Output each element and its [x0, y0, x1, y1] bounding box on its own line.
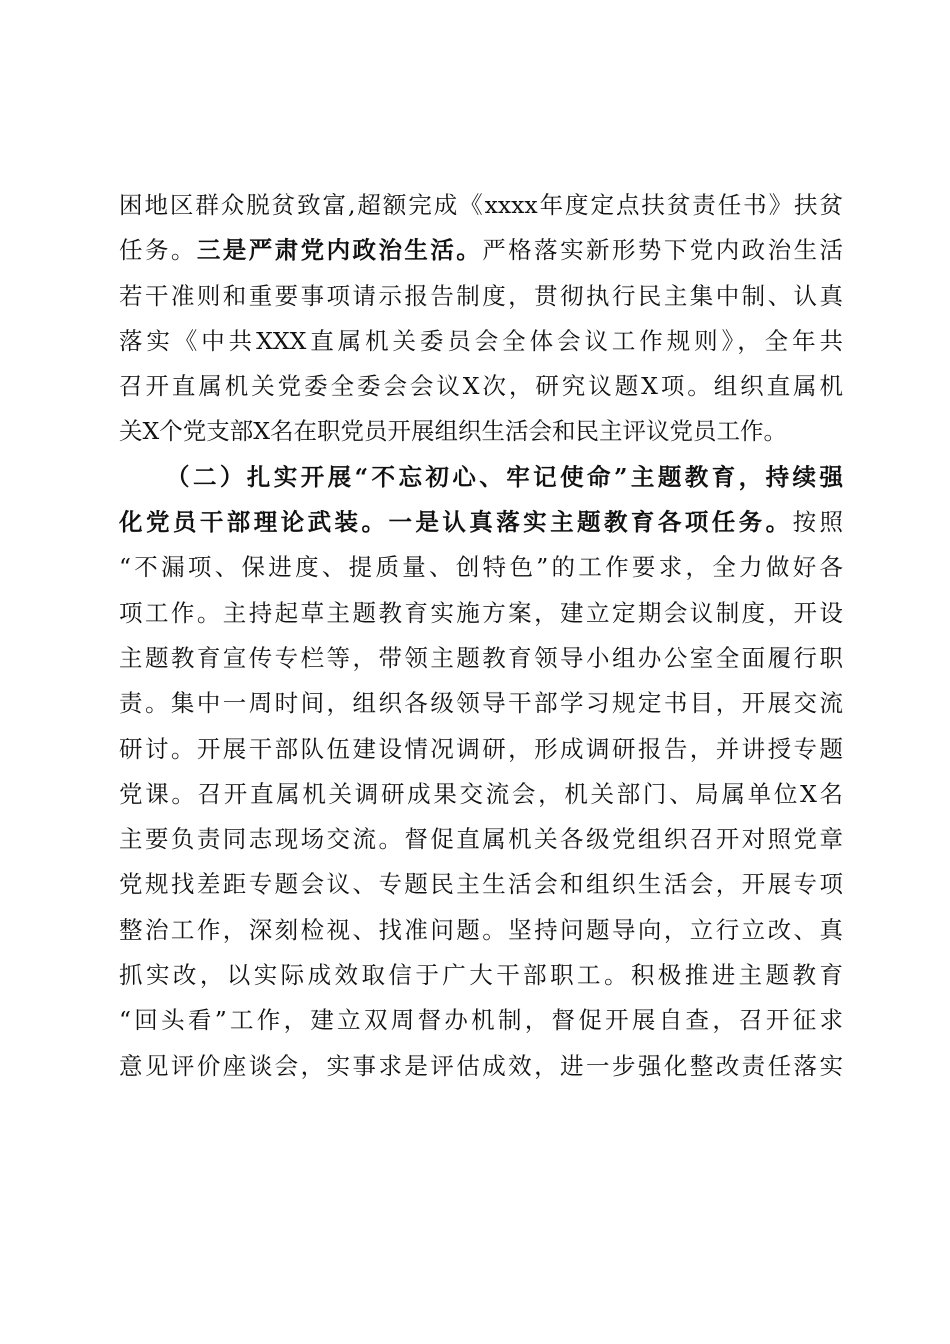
text-segment: 党课。召开直属机关调研成果交流会，机关部门、局属单位X名: [119, 779, 843, 808]
text-segment: 整治工作，深刻检视、找准问题。坚持问题导向，立行立改、真: [119, 915, 843, 944]
text-segment: 落实《中共XXX直属机关委员会全体会议工作规则》，全年共: [119, 326, 843, 355]
text-line: [119, 545, 843, 590]
text-segment: 关X个党支部X名在职党员开展组织生活会和民主评议党员工作。: [119, 417, 787, 446]
text-line: [119, 455, 843, 500]
text-line: [119, 772, 843, 817]
text-segment: “回头看”工作，建立双周督办机制，督促开展自查，召开征求: [119, 1006, 843, 1035]
text-segment: 主要负责同志现场交流。督促直属机关各级党组织召开对照党章: [119, 825, 843, 854]
text-line: [119, 681, 843, 726]
text-line: [119, 228, 843, 273]
text-line: [119, 953, 843, 998]
text-segment: 意见评价座谈会，实事求是评估成效，进一步强化整改责任落实: [119, 1051, 843, 1080]
text-segment: 项工作。主持起草主题教育实施方案，建立定期会议制度，开设: [119, 598, 843, 627]
document-body: [119, 183, 843, 1089]
text-segment: 研讨。开展干部队伍建设情况调研，形成调研报告，并讲授专题: [119, 734, 843, 763]
bold-text-segment: （二）扎实开展“不忘初心、牢记使命”主题教育，持续强: [166, 462, 843, 491]
text-segment: 责。集中一周时间，组织各级领导干部学习规定书目，开展交流: [119, 689, 843, 718]
text-segment: 按照: [792, 508, 844, 537]
text-segment: 召开直属机关党委全委会会议X次，研究议题X项。组织直属机: [119, 372, 843, 401]
text-line: [119, 183, 843, 228]
text-segment: 主题教育宣传专栏等，带领主题教育领导小组办公室全面履行职: [119, 643, 843, 672]
text-segment: 抓实改，以实际成效取信于广大干部职工。积极推进主题教育: [119, 961, 843, 990]
text-line: [119, 364, 843, 409]
text-line: [119, 274, 843, 319]
text-segment: 困地区群众脱贫致富,超额完成《xxxx年度定点扶贫责任书》扶贫: [119, 191, 843, 219]
text-line: [119, 817, 843, 862]
text-line: [119, 862, 843, 907]
bold-text-segment: 一是认真落实主题教育各项任务。: [388, 508, 793, 537]
text-line: [119, 500, 843, 545]
text-line: [119, 998, 843, 1043]
text-segment: 若干准则和重要事项请示报告制度，贯彻执行民主集中制、认真: [119, 281, 843, 310]
text-line: [119, 319, 843, 364]
bold-text-segment: 三是严肃党内政治生活。: [196, 236, 483, 265]
text-line: [119, 591, 843, 636]
text-line: [119, 908, 843, 953]
text-line: [119, 409, 843, 454]
bold-text-segment: 化党员干部理论武装。: [119, 508, 389, 537]
text-segment: 党规找差距专题会议、专题民主生活会和组织生活会，开展专项: [119, 870, 843, 899]
text-segment: 任务。: [119, 236, 197, 265]
text-segment: 严格落实新形势下党内政治生活: [482, 236, 844, 265]
text-segment: “不漏项、保进度、提质量、创特色”的工作要求，全力做好各: [119, 553, 843, 582]
text-line: [119, 636, 843, 681]
text-line: [119, 727, 843, 772]
text-line: [119, 1044, 843, 1089]
